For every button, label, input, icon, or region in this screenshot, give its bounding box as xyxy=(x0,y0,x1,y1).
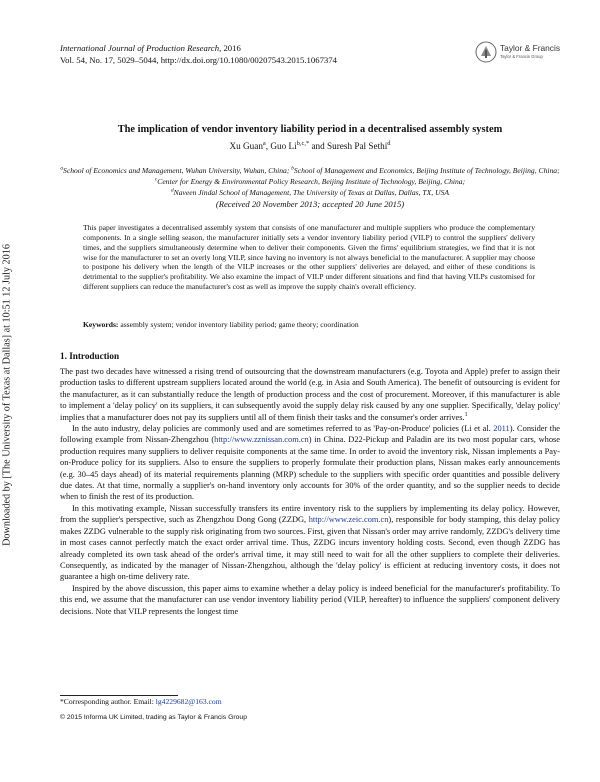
keywords-text: assembly system; vendor inventory liability period; game theory; coordination xyxy=(118,320,359,329)
paragraph xyxy=(60,503,560,583)
email-link[interactable]: lg4229682@163.com xyxy=(155,697,222,706)
journal-year: , 2016 xyxy=(219,43,241,53)
footnote xyxy=(60,697,222,706)
author-name[interactable]: Suresh Pal Sethi xyxy=(327,141,388,151)
paragraph-text: The past two decades have witnessed a rising trend of outsourcing that the downstream manufacturers (e.g. Toyota and Apple) prefer to assign their production tasks to different upstream suppliers located around the world (e.g. in Asia and South America). The benefit of outsourcing is evident for the manufacturer, as it can substantially reduce the length of production process and the cost of procurement. Moreover, if this manufacturer is able to implement a 'delay policy' on its suppliers, it can subsequently avoid the supply delay risk caused by any one supplier. Specifically, 'delay policy' implies that a manufacturer does not pay its suppliers until all of them finish their tasks and the consumer's order arrives. xyxy=(60,367,560,422)
affiliation-text: Naveen Jindal School of Management, The University of Texas at Dallas, Dallas, TX, USA xyxy=(173,188,450,197)
author-name[interactable]: Guo Li xyxy=(270,141,297,151)
copyright-notice: © 2015 Informa UK Limited, trading as Taylor & Francis Group xyxy=(60,714,247,721)
affiliation-marker: c xyxy=(154,176,158,183)
affiliation-text: School of Management and Economics, Beijing Institute of Technology, Beijing, China; xyxy=(293,166,560,175)
affiliation-line xyxy=(60,165,560,198)
paragraph xyxy=(60,423,560,503)
affiliation-marker xyxy=(297,140,310,147)
footnote-divider xyxy=(60,695,178,696)
corresponding-mark: * xyxy=(60,697,64,706)
url-link[interactable]: http://www.zznissan.com.cn xyxy=(214,435,309,445)
section-heading: 1. Introduction xyxy=(60,351,120,361)
article-title: The implication of vendor inventory liability period in a decentralised assembly system xyxy=(117,124,503,135)
journal-header xyxy=(60,43,337,66)
citation-link[interactable]: 2011 xyxy=(493,424,510,434)
abstract: This paper investigates a decentralised assembly system that consists of one manufacturer and multiple suppliers who produce the complementary components. In a single selling season, the manufacturer initially sets a vendor inventory liability period (VILP) to control the suppliers' delivery times, and the suppliers simultaneously determine when to deliver their components. Given the firms' equilibrium strategies, we find that it is not wise for the manufacturer to set an overly long VILP, since having no inventory is not always beneficial to the manufacturer. A supplier may choose to postpone his delivery when the length of the VILP increases or the other suppliers' deliveries are delayed, and either of these conditions is detrimental to the supplier's profitability. We also examine the impact of VILP under different situations and find that having VILPs customised for different suppliers can reduce the manufacturer's cost as well as improve the supply chain's overall efficiency. xyxy=(83,223,535,292)
paragraph-text: ) in China. D22-Pickup and Paladin are its two most popular cars, whose production requires many suppliers to deliver requisite components at the same time. In order to avoid the inventory risk, Nissan implements a Pay-on-Produce policy for its suppliers. Also to ensure the suppliers to properly formulate their production plans, Nissan makes early announcements (e.g. 30–45 days ahead) of its material requirements planning (MRP) schedule to the suppliers with specific order quantities and possible delivery due dates. At that time, normally a supplier's on-hand inventory only accounts for 30% of the order quantity, and so the supplier needs to decide when to finish the rest of its production. xyxy=(60,435,560,502)
publisher-group: Taylor & Francis Group xyxy=(500,54,543,59)
publisher-logo[interactable] xyxy=(475,39,560,69)
author-name[interactable]: Xu Guan xyxy=(229,141,263,151)
download-watermark xyxy=(0,245,14,545)
publisher-name: Taylor & Francis xyxy=(500,43,561,53)
affiliation-marker: d xyxy=(387,139,391,147)
author-separator: and xyxy=(309,141,328,151)
body-text xyxy=(60,366,560,617)
url-link[interactable]: http://www.zeic.com.cn xyxy=(308,515,389,525)
affiliation-letters: b,c, xyxy=(296,139,306,147)
author-separator: , xyxy=(265,141,271,151)
affiliation-text: School of Economics and Management, Wuhan University, Wuhan, China; xyxy=(63,166,292,175)
affiliation-marker: a xyxy=(60,165,64,172)
paragraph-text: In this motivating example, Nissan successfully transfers its entire inventory risk to the suppliers by implementing its delay policy. However, from the supplier's perspective, such as Zhengzhou Dong Gong (ZZDG, xyxy=(60,503,560,525)
author-list xyxy=(60,141,560,151)
affiliation-marker: b xyxy=(291,165,294,172)
journal-name-line xyxy=(60,43,337,55)
taylor-francis-logo-icon xyxy=(475,41,497,63)
journal-volume: Vol. 54, No. 17, 5029–5044, http://dx.doi.org/10.1080/00207543.2015.1067374 xyxy=(60,54,337,65)
paragraph xyxy=(60,583,560,617)
journal-name: International Journal of Production Research xyxy=(60,43,220,53)
paragraph-text: ). Consider the following example from Nissan-Zhengzhou ( xyxy=(60,424,561,445)
keywords xyxy=(83,320,535,329)
keywords-label: Keywords: xyxy=(83,320,119,329)
corresponding-mark: * xyxy=(305,139,310,147)
received-dates: (Received 20 November 2013; accepted 20 June 2015) xyxy=(215,199,405,209)
download-note-text: Downloaded by [The University of Texas at Dallas] at 10:51 12 July 2016 xyxy=(1,244,13,546)
paragraph-text: Inspired by the above discussion, this paper aims to examine whether a delay policy is indeed beneficial for the manufacturer's profitability. To this end, we assume that the manufacturer can use vendor inventory liability period (VILP, hereafter) to influence the suppliers' component delivery decisions. Note that VILP represents the longest time xyxy=(60,583,560,616)
paragraph-text: ), responsible for body stamping, this delay policy makes ZZDG vulnerable to the supply risk originating from two sources. First, given that Nissan's order may arrive randomly, ZZDG's delivery time in most cases cannot perfectly match the exact order arrival time. Thus, ZZDG incurs inventory holding costs. Second, even though ZZDG has already completed its own task ahead of the order's arrival time, it may still need to wait for all the other suppliers to complete their deliveries. Consequently, as indicated by the manager of Nissan-Zhengzhou, although the 'delay policy' is efficient at reducing inventory costs, it does not guarantee a high on-time delivery rate. xyxy=(60,515,560,582)
paragraph xyxy=(60,366,560,423)
footnote-label: Corresponding author. Email: xyxy=(63,697,156,706)
footnote-marker[interactable]: 1 xyxy=(464,411,468,418)
affiliation-marker: a xyxy=(262,139,266,147)
affiliation-text: Center for Energy & Environmental Policy Research, Beijing Institute of Technology, Beijing, China; xyxy=(157,177,466,186)
affiliations xyxy=(60,165,560,198)
affiliation-marker: d xyxy=(170,187,174,194)
paragraph-text: In the auto industry, delay policies are commonly used and are sometimes referred to as 'Pay-on-Produce' policies (Li et al. xyxy=(72,424,494,434)
